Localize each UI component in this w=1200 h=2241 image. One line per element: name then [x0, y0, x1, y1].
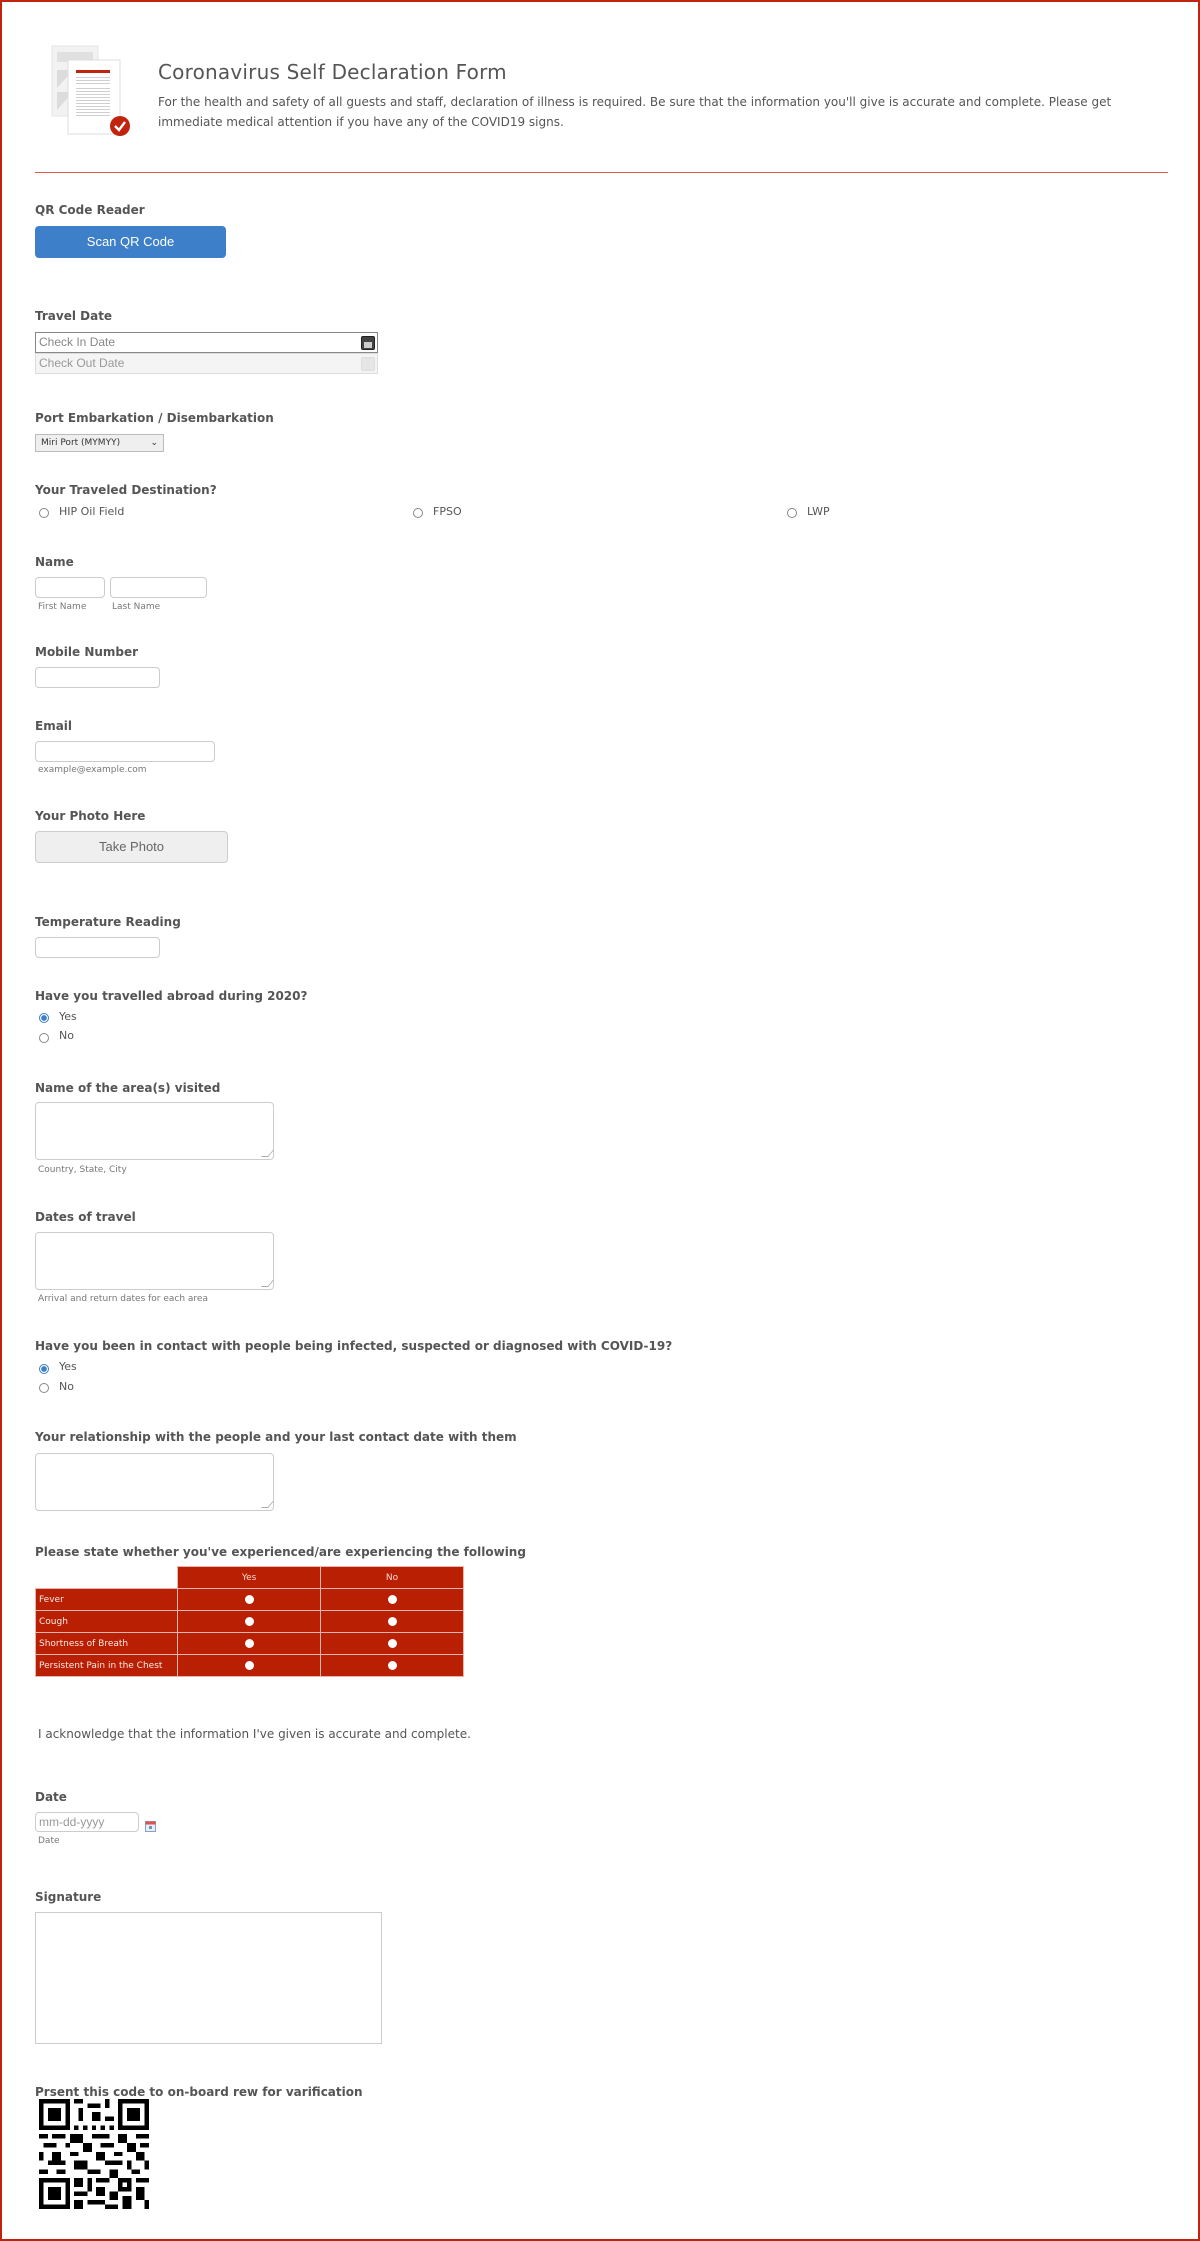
areas-visited-sublabel: Country, State, City	[38, 1165, 127, 1175]
travelled-abroad-label-no: No	[59, 1029, 74, 1042]
page-title: Coronavirus Self Declaration Form	[158, 60, 507, 84]
areas-visited-label: Name of the area(s) visited	[35, 1081, 221, 1095]
contact-radio-yes[interactable]	[39, 1364, 49, 1374]
take-photo-button[interactable]: Take Photo	[35, 831, 228, 863]
matrix-column-yes: Yes	[178, 1567, 321, 1589]
first-name-sublabel: First Name	[38, 602, 87, 612]
port-label: Port Embarkation / Disembarkation	[35, 411, 274, 425]
resize-handle-icon[interactable]	[261, 1501, 274, 1508]
scan-qr-button[interactable]: Scan QR Code	[35, 226, 226, 258]
symptom-label: Fever	[36, 1589, 178, 1611]
mobile-label: Mobile Number	[35, 645, 139, 659]
check-out-date-input[interactable]	[35, 353, 378, 374]
destination-radio-lwp[interactable]	[787, 508, 797, 518]
destination-label-lwp: LWP	[807, 505, 830, 518]
page-description: For the health and safety of all guests and staff, declaration of illness is required. Be sure that the information you'll give is accurate and complete. Please get immediate medical attention if you have any of the COVID19 signs.	[158, 95, 1112, 129]
cough-no-radio[interactable]	[388, 1617, 397, 1626]
date-label: Date	[35, 1790, 67, 1804]
dates-of-travel-label: Dates of travel	[35, 1210, 136, 1224]
check-out-placeholder: Check Out Date	[39, 356, 125, 370]
contact-label: Have you been in contact with people being infected, suspected or diagnosed with COVID-19?	[35, 1339, 673, 1353]
check-in-placeholder: Check In Date	[39, 335, 116, 349]
shortness-of-breath-yes-radio[interactable]	[245, 1639, 254, 1648]
travel-date-label: Travel Date	[35, 309, 113, 323]
signature-pad[interactable]	[35, 1912, 382, 2044]
qr-code-image	[39, 2099, 149, 2209]
destination-radio-hip[interactable]	[39, 508, 49, 518]
temperature-input[interactable]	[35, 937, 160, 958]
matrix-corner	[36, 1567, 178, 1589]
travelled-abroad-radio-yes[interactable]	[39, 1013, 49, 1023]
destination-radio-fpso[interactable]	[413, 508, 423, 518]
symptom-label: Shortness of Breath	[36, 1633, 178, 1655]
date-input[interactable]	[35, 1812, 139, 1832]
check-in-date-input[interactable]	[35, 332, 378, 353]
table-row	[36, 1589, 464, 1611]
date-placeholder: mm-dd-yyyy	[39, 1815, 105, 1829]
mobile-input[interactable]	[35, 667, 160, 688]
photo-label: Your Photo Here	[35, 809, 146, 823]
table-row	[36, 1655, 464, 1677]
last-name-input[interactable]	[110, 577, 207, 598]
fever-yes-radio[interactable]	[245, 1595, 254, 1604]
travelled-abroad-label-yes: Yes	[59, 1010, 77, 1023]
symptom-label: Cough	[36, 1611, 178, 1633]
symptoms-matrix	[35, 1566, 464, 1677]
chest-pain-no-radio[interactable]	[388, 1661, 397, 1670]
fever-no-radio[interactable]	[388, 1595, 397, 1604]
relationship-label: Your relationship with the people and your last contact date with them	[35, 1430, 517, 1444]
dates-of-travel-textarea[interactable]	[35, 1232, 274, 1290]
travelled-abroad-label: Have you travelled abroad during 2020?	[35, 989, 308, 1003]
qr-reader-label: QR Code Reader	[35, 203, 145, 217]
last-name-sublabel: Last Name	[112, 602, 161, 612]
document-check-icon	[48, 44, 134, 140]
table-row	[36, 1611, 464, 1633]
cough-yes-radio[interactable]	[245, 1617, 254, 1626]
calendar-icon[interactable]	[361, 336, 375, 350]
chevron-down-icon: ⌄	[150, 438, 158, 448]
chest-pain-yes-radio[interactable]	[245, 1661, 254, 1670]
resize-handle-icon[interactable]	[261, 1280, 274, 1287]
acknowledge-text: I acknowledge that the information I've given is accurate and complete.	[38, 1727, 471, 1741]
date-sublabel: Date	[38, 1836, 60, 1846]
travelled-abroad-radio-no[interactable]	[39, 1033, 49, 1043]
contact-label-yes: Yes	[59, 1360, 77, 1373]
calendar-icon[interactable]	[361, 357, 375, 371]
resize-handle-icon[interactable]	[261, 1150, 274, 1157]
symptom-label: Persistent Pain in the Chest	[36, 1655, 178, 1677]
name-label: Name	[35, 555, 74, 569]
temperature-label: Temperature Reading	[35, 915, 181, 929]
email-input[interactable]	[35, 741, 215, 762]
qr-present-label: Prsent this code to on-board rew for varification	[35, 2085, 363, 2099]
signature-label: Signature	[35, 1890, 102, 1904]
first-name-input[interactable]	[35, 577, 105, 598]
calendar-icon[interactable]	[145, 1817, 156, 1828]
email-sublabel: example@example.com	[38, 765, 147, 775]
destination-label-hip: HIP Oil Field	[59, 505, 125, 518]
table-row	[36, 1633, 464, 1655]
dates-of-travel-sublabel: Arrival and return dates for each area	[38, 1294, 208, 1304]
areas-visited-textarea[interactable]	[35, 1102, 274, 1160]
symptoms-label: Please state whether you've experienced/are experiencing the following	[35, 1545, 526, 1559]
email-label: Email	[35, 719, 73, 733]
matrix-column-no: No	[321, 1567, 464, 1589]
destination-label: Your Traveled Destination?	[35, 483, 217, 497]
shortness-of-breath-no-radio[interactable]	[388, 1639, 397, 1648]
destination-label-fpso: FPSO	[433, 505, 462, 518]
contact-radio-no[interactable]	[39, 1383, 49, 1393]
header-divider	[35, 172, 1168, 173]
port-selected-value: Miri Port (MYMYY)	[41, 438, 121, 448]
port-select[interactable]	[35, 434, 164, 452]
contact-label-no: No	[59, 1380, 74, 1393]
relationship-textarea[interactable]	[35, 1453, 274, 1511]
